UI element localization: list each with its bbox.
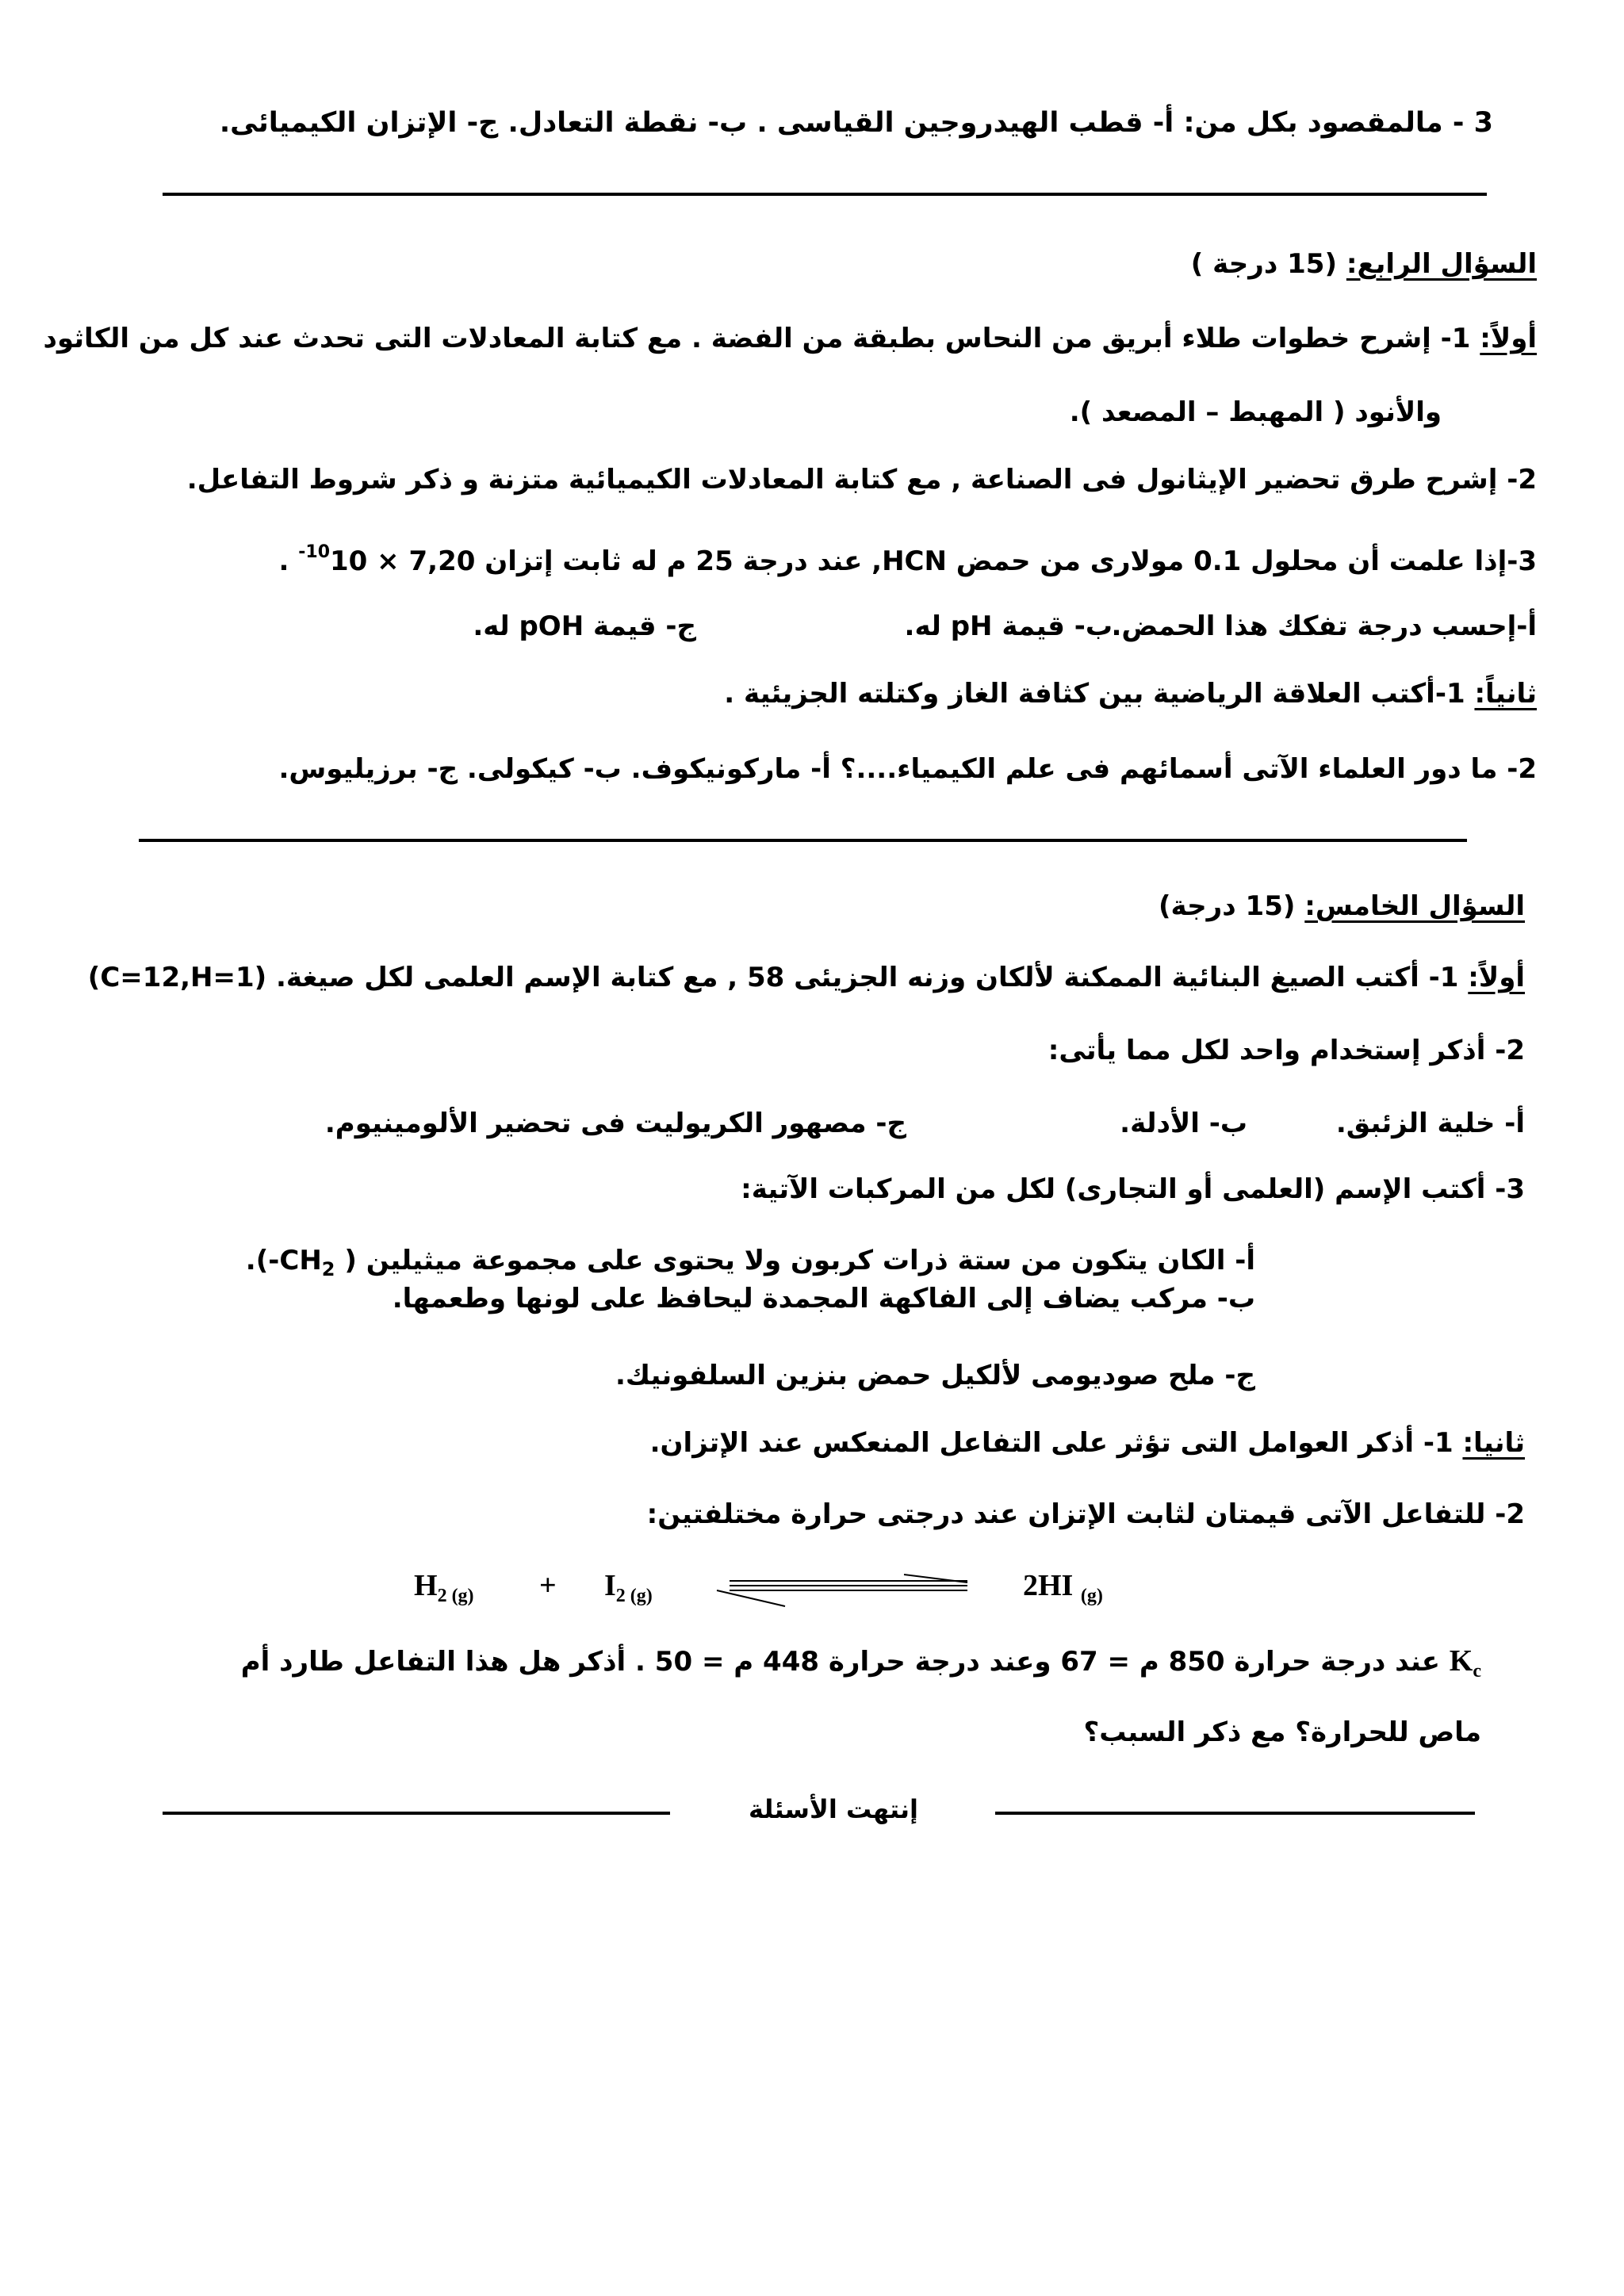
q5-part2-q2: 2- للتفاعل الآتى قيمتان لثابت الإتزان عند درجتى حرارة مختلفتين: bbox=[646, 1498, 1525, 1530]
kc-subscript: c bbox=[1473, 1661, 1481, 1682]
plus-sign: + bbox=[539, 1569, 557, 1602]
reactant-h2 bbox=[414, 1566, 474, 1616]
kc-line1-text: عند درجة حرارة 850 م = 67 وعند درجة حرارة 448 م = 50 . أذكر هل هذا التفاعل طارد أم bbox=[240, 1646, 1440, 1678]
q5-part1-label: أولاً: bbox=[1468, 962, 1525, 993]
kc-letter: K bbox=[1449, 1644, 1473, 1678]
q4-part1-q1-line2: والأنود ( المهبط – المصعد ). bbox=[1069, 396, 1442, 428]
q5-part2-q1-text: 1- أذكر العوامل التى تؤثر على التفاعل المنعكس عند الإتزان. bbox=[649, 1427, 1454, 1459]
q5-part1-q3-c: ج- ملح صوديومى لألكيل حمض بنزين السلفونيك. bbox=[615, 1360, 1255, 1391]
product-2hi bbox=[1023, 1566, 1103, 1616]
q4-heading: السؤال الرابع: bbox=[1346, 248, 1537, 280]
reactant-i2 bbox=[604, 1566, 653, 1616]
separator-top bbox=[163, 193, 1487, 196]
end-of-questions: إنتهت الأسئلة bbox=[749, 1794, 918, 1824]
q4-part1-q3-a: أ-إحسب درجة تفكك هذا الحمض. bbox=[1111, 610, 1537, 642]
hi-subscript: (g) bbox=[1080, 1586, 1103, 1606]
q4-part2-q1 bbox=[724, 674, 1537, 714]
q5-part1-q1-text: 1- أكتب الصيغ البنائية الممكنة لألكان وزنه الجزيئى 58 , مع كتابة الإسم العلمى لكل صيغة. (C=12,H=1) bbox=[87, 962, 1459, 993]
q5-kc-line1 bbox=[241, 1641, 1481, 1691]
q5-part1-q3-a-end: ). bbox=[245, 1245, 269, 1276]
q5-part1-q2-c: ج- مصهور الكريوليت فى تحضير الألومينيوم. bbox=[324, 1108, 906, 1139]
q5-heading: السؤال الخامس: bbox=[1304, 890, 1525, 922]
footer-rule-left bbox=[163, 1812, 670, 1815]
footer-rule-right bbox=[995, 1812, 1475, 1815]
q5-part1-q2: 2- أذكر إستخدام واحد لكل مما يأتى: bbox=[1048, 1035, 1525, 1066]
q4-part1-q3-period: . bbox=[278, 545, 289, 577]
q5-part1-q1 bbox=[88, 958, 1525, 997]
q5-part1-q3-a-text: أ- الكان يتكون من ستة ذرات كربون ولا يحتوى على مجموعة ميثيلين ( bbox=[335, 1245, 1255, 1276]
q4-part1-q3-exponent: -10 bbox=[298, 542, 330, 562]
ch2-subscript: 2 bbox=[321, 1258, 335, 1280]
q5-part1-q2-b: ب- الأدلة. bbox=[1120, 1108, 1247, 1139]
kc-symbol bbox=[1449, 1644, 1481, 1682]
separator-middle bbox=[139, 839, 1467, 842]
q3-definitions-line: 3 - مالمقصود بكل من: أ- قطب الهيدروجين القياسى . ب- نقطة التعادل. ج- الإتزان الكيميائى. bbox=[219, 107, 1493, 139]
q4-part1-q1-line1 bbox=[44, 319, 1537, 358]
h2-symbol: H bbox=[414, 1569, 438, 1602]
q4-part2-q1-text: 1-أكتب العلاقة الرياضية بين كثافة الغاز وكتلته الجزيئية . bbox=[724, 678, 1465, 710]
ch2-formula: -CH bbox=[268, 1245, 322, 1276]
q4-marks: (15 درجة ) bbox=[1190, 248, 1337, 280]
q5-part2-label: ثانيا: bbox=[1462, 1427, 1525, 1459]
i2-subscript: 2 (g) bbox=[615, 1586, 653, 1606]
q5-marks: (15 درجة) bbox=[1159, 890, 1296, 922]
q4-part1-q3-c: ج- قيمة pOH له. bbox=[473, 610, 696, 642]
equilibrium-arrow-icon bbox=[714, 1571, 971, 1608]
q4-part1-q2: 2- إشرح طرق تحضير الإيثانول فى الصناعة , مع كتابة المعادلات الكيميائية متزنة و ذكر شروط التفاعل. bbox=[186, 464, 1537, 496]
i2-symbol: I bbox=[604, 1569, 616, 1602]
q5-part1-q2-a: أ- خلية الزئبق. bbox=[1335, 1108, 1525, 1139]
h2-subscript: 2 (g) bbox=[437, 1586, 474, 1606]
q5-part2-q1 bbox=[650, 1423, 1525, 1463]
q4-part2-label: ثانياً: bbox=[1474, 678, 1537, 710]
q4-part1-q3-text: 3-إذا علمت أن محلول 0.1 مولارى من حمض HCN, عند درجة 25 م له ثابت إتزان 7,20 × 10 bbox=[330, 545, 1537, 577]
q4-part1-label: أولاً: bbox=[1480, 323, 1537, 354]
q5-header bbox=[1159, 886, 1525, 926]
q4-part1-q3-b: ب- قيمة pH له. bbox=[904, 610, 1113, 642]
q4-part1-q3 bbox=[278, 533, 1537, 581]
q4-part2-q2: 2- ما دور العلماء الآتى أسمائهم فى علم الكيمياء....؟ أ- ماركونيكوف. ب- كيكولى. ج- برزيليوس. bbox=[278, 753, 1537, 785]
q5-part1-q3-a-formula bbox=[268, 1245, 335, 1280]
hi-symbol: 2HI bbox=[1023, 1569, 1074, 1602]
q5-part1-q3-b: ب- مركب يضاف إلى الفاكهة المجمدة ليحافظ على لونها وطعمها. bbox=[392, 1283, 1255, 1314]
q4-header bbox=[1191, 244, 1537, 284]
q4-part1-q1-text: 1- إشرح خطوات طلاء أبريق من النحاس بطبقة من الفضة . مع كتابة المعادلات التى تحدث عند كل من الكاثود bbox=[43, 323, 1471, 354]
q5-kc-line2: ماص للحرارة؟ مع ذكر السبب؟ bbox=[1083, 1716, 1481, 1748]
q5-part1-q3: 3- أكتب الإسم (العلمى أو التجارى) لكل من المركبات الآتية: bbox=[741, 1173, 1525, 1205]
